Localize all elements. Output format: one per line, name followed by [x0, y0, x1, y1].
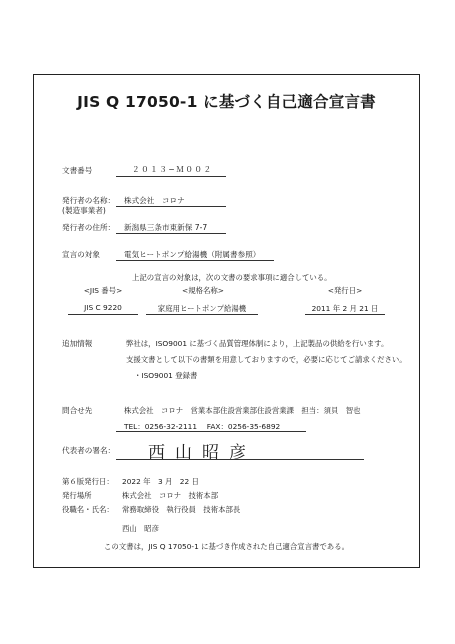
- issuer-name-sub-label: (製造事業者): [62, 206, 106, 215]
- declaration-object-underline: [116, 260, 274, 261]
- additional-info-line-3: ・ISO9001 登録書: [134, 371, 198, 380]
- doc-number-label: 文書番号: [62, 166, 93, 175]
- position-name: 西山 昭彦: [122, 524, 159, 533]
- standards-name: 家庭用ヒートポンプ給湯機: [157, 304, 247, 313]
- contact-value: 株式会社 コロナ 営業本部住設営業部住設営業課 担当：須貝 智也: [124, 406, 361, 415]
- additional-info-label: 追加情報: [62, 339, 93, 348]
- additional-info-line-2: 支援文書として以下の書類を用意しておりますので，必要に応じてご請求ください。: [126, 355, 407, 364]
- document-title: JIS Q 17050-1 に基づく自己適合宣言書: [77, 93, 376, 111]
- representative-signature: 西山昭彦: [148, 443, 256, 463]
- position-value: 常務取締役 執行役員 技術本部長: [122, 505, 241, 514]
- issuer-name-label: 発行者の名称：: [62, 196, 116, 205]
- additional-info-line-1: 弊社は，ISO9001 に基づく品質管理体制により，上記製品の供給を行います。: [126, 339, 389, 348]
- issue-place-label: 発行場所: [62, 491, 92, 500]
- standards-jis-number-underline: [68, 314, 138, 315]
- standards-header-name: <規格名称>: [182, 286, 224, 295]
- standards-date-underline: [305, 314, 385, 315]
- contact-phone-underline: [116, 431, 306, 432]
- representative-label: 代表者の署名：: [62, 446, 116, 455]
- doc-number-value: ２０１３−Ｍ００２: [132, 165, 213, 174]
- standards-name-underline: [146, 314, 258, 315]
- issuer-name-value: 株式会社 コロナ: [124, 196, 185, 205]
- standards-header-date: <発行日>: [327, 286, 363, 295]
- edition-value: 2022 年 3 月 22 日: [122, 477, 199, 486]
- doc-number-underline: [116, 176, 226, 177]
- declaration-object-value: 電気ヒートポンプ給湯機（附属書参照）: [124, 250, 261, 259]
- footer-statement: この文書は，JIS Q 17050-1 に基づき作成された自己適合宣言書である。: [104, 542, 349, 551]
- issue-place-value: 株式会社 コロナ 技術本部: [122, 491, 219, 500]
- issuer-name-underline: [116, 206, 226, 207]
- signature-underline: [116, 459, 364, 460]
- standards-date: 2011 年 2 月 21 日: [311, 304, 379, 313]
- edition-label: 第６版発行日：: [62, 477, 114, 486]
- issuer-address-label: 発行者の住所：: [62, 223, 116, 232]
- issuer-address-value: 新潟県三条市東新保 7-7: [124, 223, 208, 232]
- standards-header-jis-number: <JIS 番号>: [83, 286, 123, 295]
- standards-jis-number: JIS C 9220: [84, 303, 122, 312]
- contact-label: 問合せ先: [62, 406, 93, 415]
- contact-phone: TEL：0256-32-2111 FAX：0256-35-6892: [124, 422, 281, 431]
- conformity-statement: 上記の宣言の対象は，次の文書の要求事項に適合している。: [132, 273, 332, 282]
- position-label: 役職名・氏名：: [62, 505, 114, 514]
- issuer-address-underline: [116, 233, 226, 234]
- declaration-object-label: 宣言の対象: [62, 250, 100, 259]
